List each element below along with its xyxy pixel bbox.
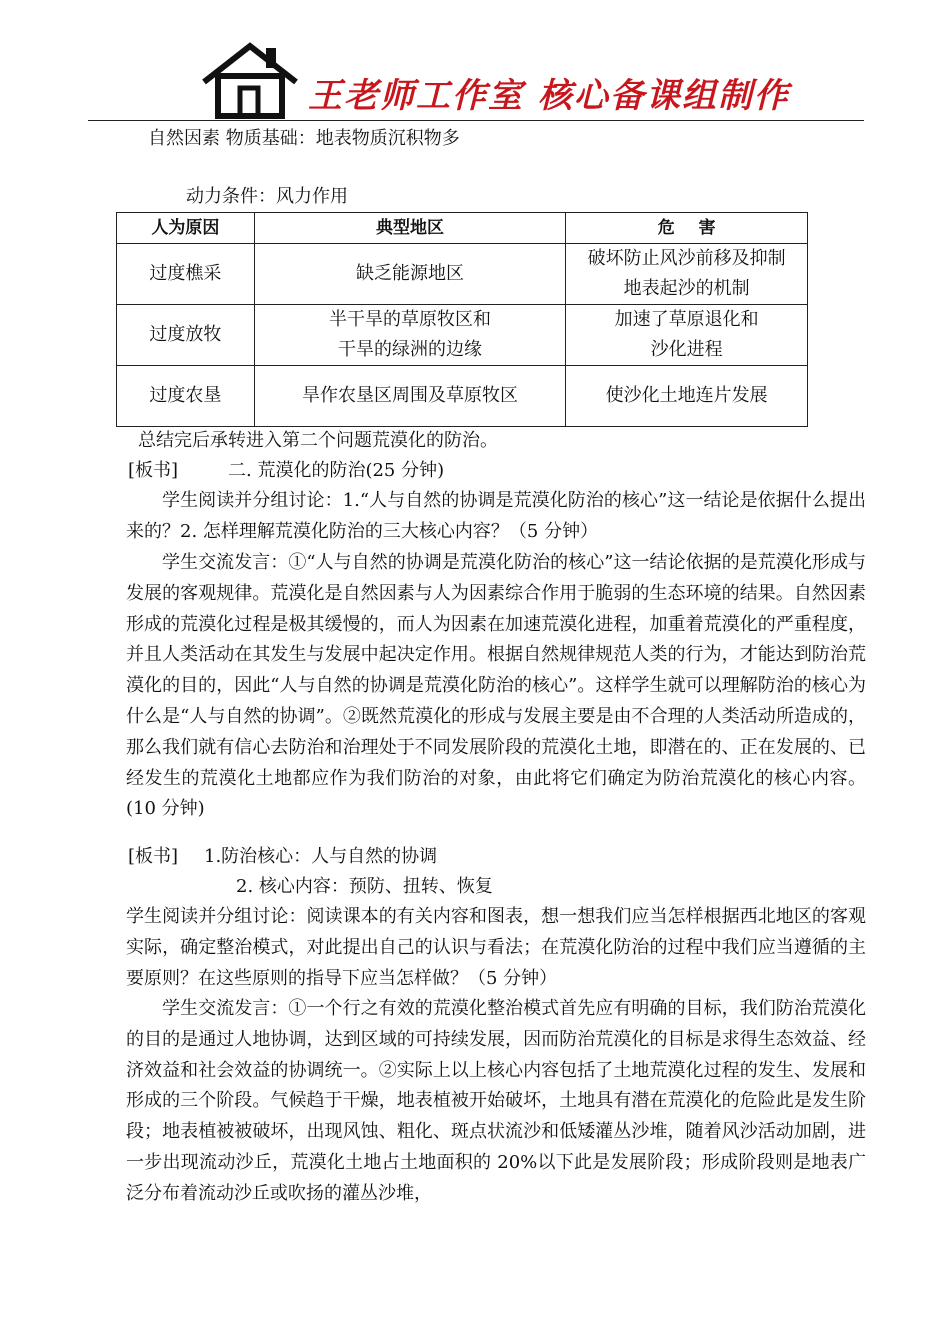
paragraph-text: 学生交流发言：①“人与自然的协调是荒漠化防治的核心”这一结论依据的是荒漠化形成与发展的客观规律。荒漠化是自然因素与人为因素综合作用于脆弱的生态环境的结果。自然因素形成的荒漠化过程是极其缓慢的，而人为因素在加速荒漠化进程，加重着荒漠化的严重程度，并且人类活动在其发生与发展中起决定作用。根据自然规律规范人类的行为，才能达到防治荒漠化的目的，因此“人与自然的协调是荒漠化防治的核心”。这样学生就可以理解防治的核心为什么是“人与自然的协调”。②既然荒漠化的形成与发展主要是由不合理的人类活动所造成的，那么我们就有信心去防治和治理处于不同发展阶段的荒漠化土地，即潜在的、正在发展的、已经发生的荒漠化土地都应作为我们防治的对象，由此将它们确定为防治荒漠化的核心内容。(10 分钟) bbox=[126, 552, 866, 820]
harm-text: 地表起沙的机制 bbox=[623, 278, 750, 299]
region-text: 干旱的绿洲的边缘 bbox=[338, 339, 483, 360]
house-icon bbox=[200, 42, 300, 120]
harm-text: 破坏防止风沙前移及抑制 bbox=[587, 248, 786, 269]
harm-cell bbox=[566, 244, 808, 305]
board-line-core: 1.防治核心：人与自然的协调 bbox=[204, 846, 438, 867]
cause-cell: 过度放牧 bbox=[117, 305, 255, 366]
table-row bbox=[117, 366, 808, 427]
natural-factor-line: 自然因素 物质基础：地表物质沉积物多 bbox=[148, 128, 460, 149]
dynamic-condition-line: 动力条件：风力作用 bbox=[186, 186, 348, 207]
cause-cell: 过度樵采 bbox=[117, 244, 255, 305]
harm-cell bbox=[566, 366, 808, 427]
summary-line: 总结完后承转进入第二个问题荒漠化的防治。 bbox=[138, 430, 498, 451]
region-cell bbox=[254, 244, 566, 305]
header-title: 王老师工作室 核心备课组制作 bbox=[308, 76, 790, 116]
discussion-paragraph-4 bbox=[126, 994, 866, 1210]
board-label-2: [板书] bbox=[128, 846, 179, 867]
board-label-1: [板书] bbox=[128, 460, 179, 481]
discussion-paragraph-3 bbox=[126, 902, 866, 994]
cause-cell: 过度农垦 bbox=[117, 366, 255, 427]
paragraph-text: 学生阅读并分组讨论：1.“人与自然的协调是荒漠化防治的核心”这一结论是依据什么提出来的？2. 怎样理解荒漠化防治的三大核心内容？（5 分钟） bbox=[126, 490, 866, 542]
table-header-row bbox=[117, 213, 808, 244]
board-line-content: 2. 核心内容：预防、扭转、恢复 bbox=[236, 876, 493, 897]
header-divider bbox=[88, 120, 864, 121]
paragraph-text: 学生阅读并分组讨论：阅读课本的有关内容和图表，想一想我们应当怎样根据西北地区的客观实际，确定整治模式，对此提出自己的认识与看法；在荒漠化防治的过程中我们应当遵循的主要原则？在这些原则的指导下应当怎样做？（5 分钟） bbox=[126, 906, 866, 989]
paragraph-text: 学生交流发言：①一个行之有效的荒漠化整治模式首先应有明确的目标，我们防治荒漠化的目的是通过人地协调，达到区域的可持续发展，因而防治荒漠化的目标是求得生态效益、经济效益和社会效益的协调统一。②实际上以上核心内容包括了土地荒漠化过程的发生、发展和形成的三个阶段。气候趋于干燥，地表植被开始破坏，土地具有潜在荒漠化的危险此是发生阶段；地表植被被破坏，出现风蚀、粗化、斑点状流沙和低矮灌丛沙堆，随着风沙活动加剧，进一步出现流动沙丘，荒漠化土地占土地面积的 20%以下此是发展阶段；形成阶段则是地表广泛分布着流动沙丘或吹扬的灌丛沙堆， bbox=[126, 998, 866, 1204]
harm-cell bbox=[566, 305, 808, 366]
table-row bbox=[117, 244, 808, 305]
region-text: 缺乏能源地区 bbox=[356, 263, 465, 284]
header-region: 典型地区 bbox=[254, 213, 566, 244]
harm-text: 沙化进程 bbox=[650, 339, 723, 360]
region-text: 半干旱的草原牧区和 bbox=[329, 309, 492, 330]
discussion-paragraph-1 bbox=[126, 486, 866, 548]
region-text: 旱作农垦区周围及草原牧区 bbox=[302, 385, 519, 406]
board-heading-1: 二. 荒漠化的防治(25 分钟) bbox=[228, 460, 445, 481]
harm-text: 加速了草原退化和 bbox=[614, 309, 759, 330]
header-harm: 危 害 bbox=[566, 213, 808, 244]
region-cell bbox=[254, 305, 566, 366]
region-cell bbox=[254, 366, 566, 427]
harm-text: 使沙化土地连片发展 bbox=[605, 385, 768, 406]
discussion-paragraph-2 bbox=[126, 548, 866, 825]
table-row bbox=[117, 305, 808, 366]
human-cause-table bbox=[116, 212, 808, 427]
header-cause: 人为原因 bbox=[117, 213, 255, 244]
page-header bbox=[200, 42, 790, 122]
